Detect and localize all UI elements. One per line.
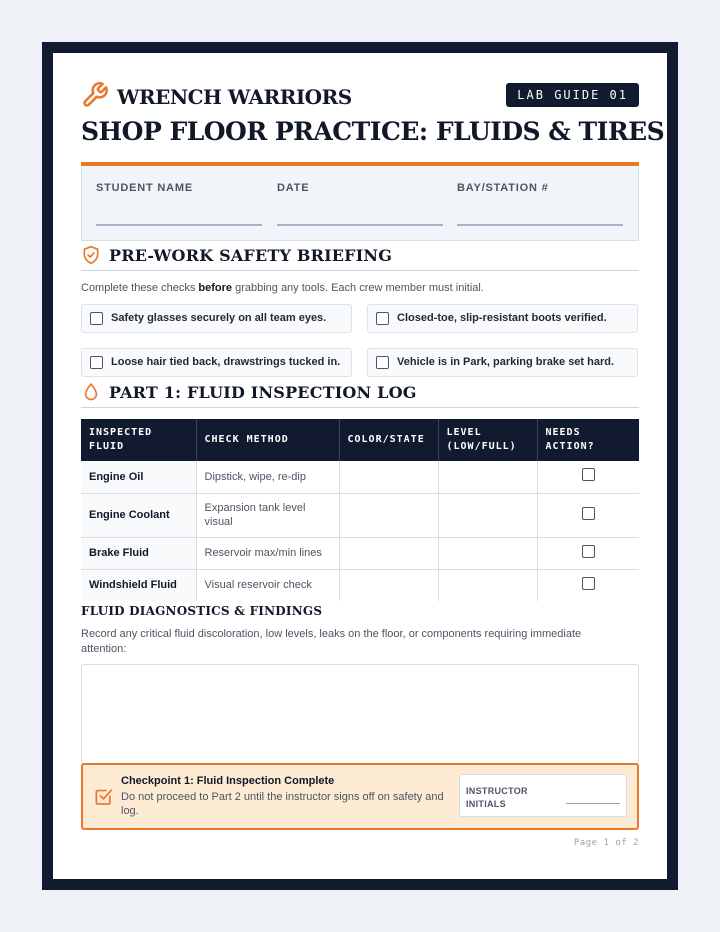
checkbox[interactable] bbox=[376, 356, 389, 369]
check-method: Visual reservoir check bbox=[196, 569, 339, 601]
fluid-name: Windshield Fluid bbox=[81, 569, 196, 601]
column-header: COLOR/STATE bbox=[339, 419, 438, 461]
level-cell[interactable] bbox=[438, 569, 537, 601]
instructor-initials-box bbox=[459, 774, 627, 817]
safety-check-label: Safety glasses securely on all team eyes. bbox=[111, 312, 327, 324]
checkpoint-title: Checkpoint 1: Fluid Inspection Complete bbox=[121, 775, 335, 787]
checkbox-checked-icon bbox=[94, 787, 113, 806]
checkpoint-banner bbox=[81, 763, 639, 830]
table-row bbox=[81, 569, 639, 601]
bay-station-label: BAY/STATION # bbox=[457, 182, 549, 194]
fluid-inspection-table bbox=[81, 419, 639, 601]
checkbox[interactable] bbox=[376, 312, 389, 325]
instructor-initials-field[interactable] bbox=[566, 803, 620, 804]
table-row bbox=[81, 493, 639, 537]
level-cell[interactable] bbox=[438, 461, 537, 493]
checkbox[interactable] bbox=[90, 312, 103, 325]
fluid-name: Engine Coolant bbox=[81, 493, 196, 537]
page-title: SHOP FLOOR PRACTICE: FLUIDS & TIRES bbox=[81, 117, 665, 146]
worksheet-page bbox=[53, 53, 667, 879]
column-header: NEEDS ACTION? bbox=[537, 419, 639, 461]
safety-check-label: Loose hair tied back, drawstrings tucked in. bbox=[111, 356, 341, 368]
color-state-cell[interactable] bbox=[339, 537, 438, 569]
checkbox[interactable] bbox=[90, 356, 103, 369]
safety-check-label: Closed-toe, slip-resistant boots verified. bbox=[397, 312, 607, 324]
needs-action-checkbox[interactable] bbox=[582, 507, 595, 520]
color-state-cell[interactable] bbox=[339, 493, 438, 537]
table-row bbox=[81, 461, 639, 493]
safety-check-vehicle[interactable] bbox=[367, 348, 638, 377]
needs-action-checkbox[interactable] bbox=[582, 577, 595, 590]
check-method: Reservoir max/min lines bbox=[196, 537, 339, 569]
student-name-label: STUDENT NAME bbox=[96, 182, 193, 194]
needs-action-checkbox[interactable] bbox=[582, 545, 595, 558]
part1-section-header bbox=[81, 381, 639, 408]
color-state-cell[interactable] bbox=[339, 569, 438, 601]
table-header-row bbox=[81, 419, 639, 461]
column-header: INSPECTED FLUID bbox=[81, 419, 196, 461]
shield-check-icon bbox=[81, 244, 101, 266]
droplet-icon bbox=[81, 381, 101, 403]
lab-guide-badge: LAB GUIDE 01 bbox=[506, 83, 639, 107]
diagnostics-notes-area[interactable] bbox=[81, 664, 639, 764]
bay-station-field[interactable] bbox=[457, 224, 623, 226]
needs-action-cell bbox=[537, 569, 639, 601]
level-cell[interactable] bbox=[438, 537, 537, 569]
needs-action-checkbox[interactable] bbox=[582, 468, 595, 481]
student-name-field[interactable] bbox=[96, 224, 262, 226]
brand-name: WRENCH WARRIORS bbox=[117, 85, 352, 109]
level-cell[interactable] bbox=[438, 493, 537, 537]
diagnostics-title: FLUID DIAGNOSTICS & FINDINGS bbox=[81, 604, 323, 618]
color-state-cell[interactable] bbox=[339, 461, 438, 493]
needs-action-cell bbox=[537, 461, 639, 493]
date-field[interactable] bbox=[277, 224, 443, 226]
safety-check-glasses[interactable] bbox=[81, 304, 352, 333]
diagnostics-description: Record any critical fluid discoloration, low levels, leaks on the floor, or components requiring immediate attention: bbox=[81, 628, 582, 655]
safety-check-label: Vehicle is in Park, parking brake set hard. bbox=[397, 356, 615, 368]
needs-action-cell bbox=[537, 537, 639, 569]
check-method: Expansion tank level visual bbox=[196, 493, 339, 537]
needs-action-cell bbox=[537, 493, 639, 537]
student-info-box bbox=[81, 166, 639, 241]
checkpoint-description: Do not proceed to Part 2 until the instructor signs off on safety and log. bbox=[121, 791, 444, 817]
safety-intro: Complete these checks before grabbing any tools. Each crew member must initial. bbox=[81, 282, 484, 294]
safety-section-header bbox=[81, 244, 639, 271]
safety-check-boots[interactable] bbox=[367, 304, 638, 333]
wrench-icon bbox=[81, 81, 109, 109]
instructor-initials-label: INSTRUCTOR INITIALS bbox=[466, 786, 528, 809]
safety-check-hair[interactable] bbox=[81, 348, 352, 377]
part1-section-title: PART 1: FLUID INSPECTION LOG bbox=[109, 383, 417, 402]
page-number: Page 1 of 2 bbox=[573, 838, 639, 848]
table-row bbox=[81, 537, 639, 569]
column-header: LEVEL (LOW/FULL) bbox=[438, 419, 537, 461]
brand-header bbox=[81, 81, 639, 113]
date-label: DATE bbox=[277, 182, 310, 194]
safety-section-title: PRE-WORK SAFETY BRIEFING bbox=[109, 246, 393, 265]
fluid-name: Brake Fluid bbox=[81, 537, 196, 569]
column-header: CHECK METHOD bbox=[196, 419, 339, 461]
fluid-name: Engine Oil bbox=[81, 461, 196, 493]
check-method: Dipstick, wipe, re-dip bbox=[196, 461, 339, 493]
